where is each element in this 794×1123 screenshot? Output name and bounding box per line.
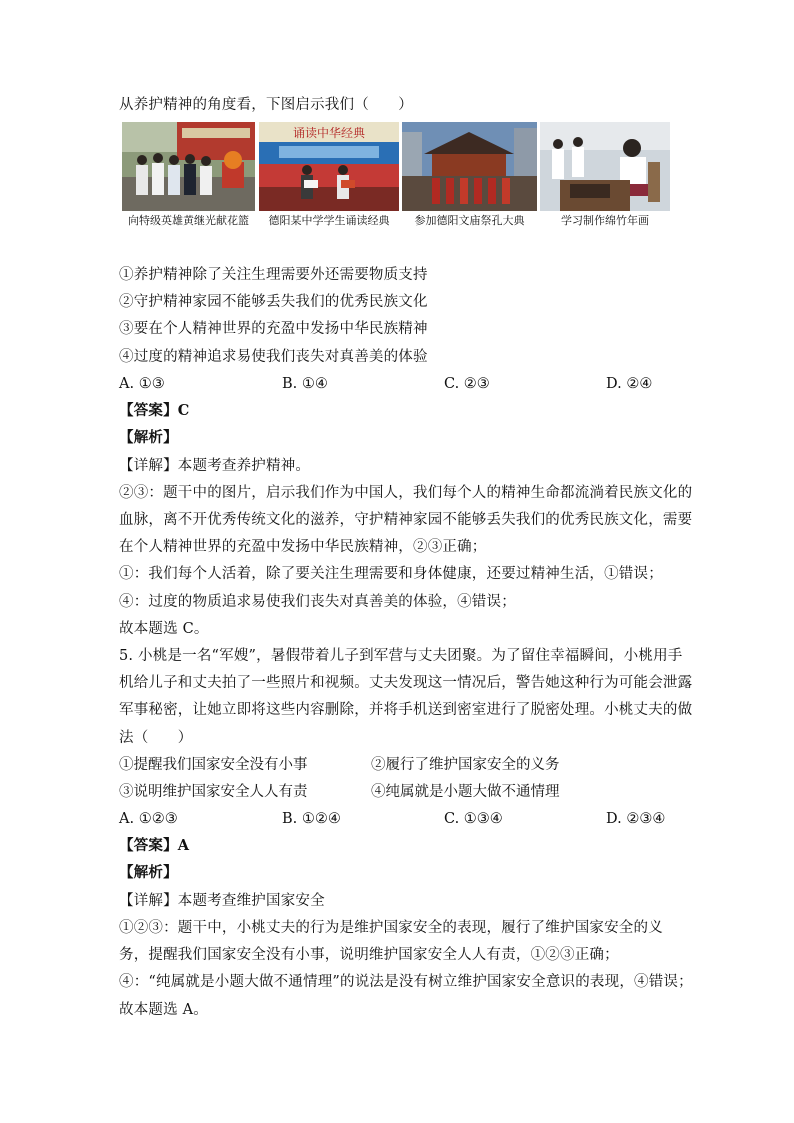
q5-statement: ①提醒我们国家安全没有小事 xyxy=(119,757,308,773)
q5-option-a: A. ①②③ xyxy=(119,811,178,827)
q5-option-b: B. ①②④ xyxy=(282,811,341,827)
q5-detail-line: 【详解】本题考查维护国家安全 xyxy=(119,893,325,909)
q5-analysis-label: 【解析】 xyxy=(119,864,178,881)
q4-detail-line: 血脉，离不开优秀传统文化的滋养，守护精神家园不能够丢失我们的优秀民族文化，需要 xyxy=(119,512,693,528)
photo-caption: 学习制作绵竹年画 xyxy=(561,214,649,227)
q4-detail-line: 【详解】本题考查养护精神。 xyxy=(119,458,311,474)
photo-banner-text: 诵读中华经典 xyxy=(292,126,366,140)
q4-stem: 从养护精神的角度看，下图启示我们（ ） xyxy=(119,97,413,113)
q4-option-c: C. ②③ xyxy=(444,376,490,392)
q5-detail-line: ①②③：题干中，小桃丈夫的行为是维护国家安全的表现，履行了维护国家安全的义 xyxy=(119,920,663,936)
q4-detail-line: 在个人精神世界的充盈中发扬中华民族精神，②③正确； xyxy=(119,539,487,555)
q4-answer: 【答案】C xyxy=(119,402,190,419)
q4-detail-line: ④：过度的物质追求易使我们丧失对真善美的体验，④错误； xyxy=(119,594,516,610)
q4-option-b: B. ①④ xyxy=(282,376,328,392)
q5-stem-line: 法（ ） xyxy=(119,730,193,746)
q5-statement: ②履行了维护国家安全的义务 xyxy=(371,757,560,773)
q5-stem-line: 机给儿子和丈夫拍了一些照片和视频。丈夫发现这一情况后，警告她这种行为可能会泄露 xyxy=(119,675,693,691)
q4-option-d: D. ②④ xyxy=(606,376,653,392)
photo-caption: 德阳某中学学生诵读经典 xyxy=(268,214,390,227)
q5-detail-line: 故本题选 A。 xyxy=(119,1002,208,1018)
q5-statement: ④纯属就是小题大做不通情理 xyxy=(371,784,560,800)
q5-detail-line: 务，提醒我们国家安全没有小事，说明维护国家安全人人有责，①②③正确； xyxy=(119,947,619,963)
q4-analysis-label: 【解析】 xyxy=(119,429,178,446)
q4-statement: ②守护精神家园不能够丢失我们的优秀民族文化 xyxy=(119,294,428,310)
q5-answer: 【答案】A xyxy=(119,837,190,854)
photo-caption: 向特级英雄黄继光献花篮 xyxy=(128,214,249,227)
photo-confucius-ceremony xyxy=(402,122,537,211)
q5-option-d: D. ②③④ xyxy=(606,811,666,827)
photo-flower-basket xyxy=(122,122,255,211)
q4-detail-line: ①：我们每个人活着，除了要关注生理需要和身体健康，还要过精神生活，①错误； xyxy=(119,566,663,582)
q4-detail-line: ②③：题干中的图片，启示我们作为中国人，我们每个人的精神生命都流淌着民族文化的 xyxy=(119,485,693,501)
q4-statement: ①养护精神除了关注生理需要外还需要物质支持 xyxy=(119,267,428,283)
q4-statement: ③要在个人精神世界的充盈中发扬中华民族精神 xyxy=(119,321,428,337)
q4-statement: ④过度的精神追求易使我们丧失对真善美的体验 xyxy=(119,349,428,365)
q5-stem-line: 5. 小桃是一名“军嫂”，暑假带着儿子到军营与丈夫团聚。为了留住幸福瞬间，小桃用手 xyxy=(119,648,683,664)
q5-detail-line: ④：“纯属就是小题大做不通情理”的说法是没有树立维护国家安全意识的表现，④错误； xyxy=(119,974,693,990)
q5-statement: ③说明维护国家安全人人有责 xyxy=(119,784,308,800)
q4-photo-strip xyxy=(122,122,670,230)
q4-option-a: A. ①③ xyxy=(119,376,165,392)
q5-option-c: C. ①③④ xyxy=(444,811,503,827)
q4-detail-line: 故本题选 C。 xyxy=(119,621,209,637)
photo-nianhua-making xyxy=(540,122,670,211)
photo-caption: 参加德阳文庙祭孔大典 xyxy=(414,214,525,227)
q5-stem-line: 军事秘密，让她立即将这些内容删除，并将手机送到密室进行了脱密处理。小桃丈夫的做 xyxy=(119,702,693,718)
photo-reading-classics xyxy=(259,122,399,211)
